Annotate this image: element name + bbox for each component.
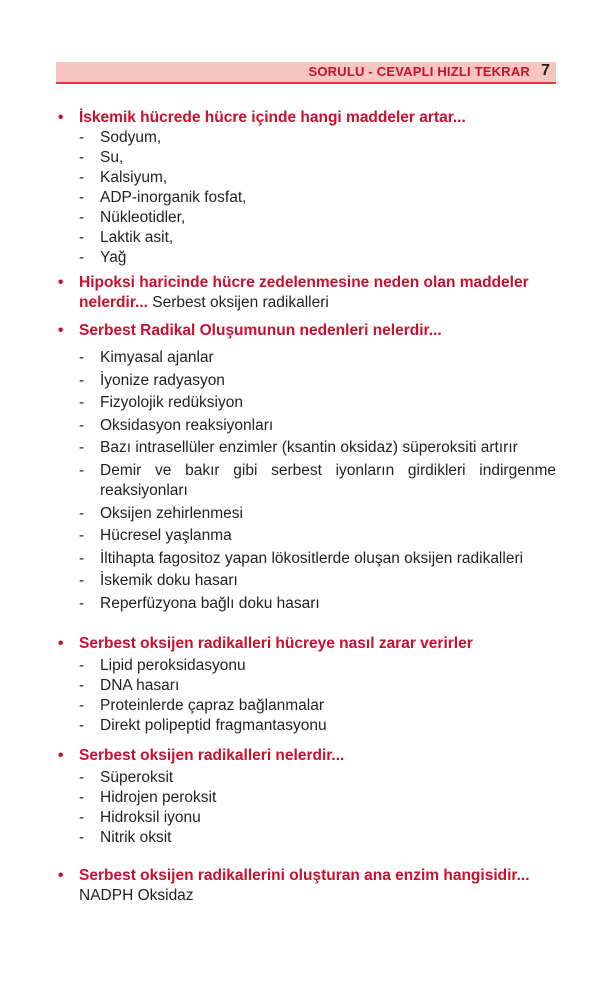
running-header — [56, 62, 556, 84]
list-item: - Yağ — [79, 249, 127, 266]
question-text: Hipoksi haricinde hücre zedelenmesine neden olan maddeler nelerdir... — [79, 274, 529, 311]
list-item: - Hücresel yaşlanma — [79, 527, 232, 545]
bullet-icon: • — [58, 274, 64, 291]
list-item: - Kalsiyum, — [79, 169, 168, 186]
bullet-icon: • — [58, 109, 64, 126]
list-item: - DNA hasarı — [79, 676, 180, 694]
question-text: Serbest oksijen radikalleri nelerdir... — [79, 746, 345, 764]
question-text: Serbest oksijen radikalleri hücreye nasıl zarar verirler — [79, 634, 473, 652]
list-item: - Proteinlerde çapraz bağlanmalar — [79, 696, 325, 714]
question-radical-damage — [58, 634, 556, 654]
list-item: - Reperfüzyona bağlı doku hasarı — [79, 594, 320, 612]
question-text: Serbest Radikal Oluşumunun nedenleri nelerdir... — [79, 322, 442, 339]
answer-list-ischemic — [58, 128, 556, 268]
bullet-icon: • — [58, 322, 64, 339]
header-title: SORULU - CEVAPLI HIZLI TEKRAR — [308, 64, 530, 79]
bullet-icon: • — [58, 634, 64, 652]
content — [58, 108, 556, 906]
list-item: - Oksidasyon reaksiyonları — [79, 416, 274, 434]
list-item: - Süperoksit — [79, 768, 174, 786]
list-item: - İskemik doku hasarı — [79, 572, 238, 590]
question-main-enzyme — [58, 866, 556, 906]
list-item: - Direkt polipeptid fragmantasyonu — [79, 716, 327, 734]
answer-text: NADPH Oksidaz — [79, 886, 194, 904]
answer-text: Serbest oksijen radikalleri — [152, 294, 329, 311]
list-item: - Demir ve bakır gibi serbest iyonların girdikleri indirgenme reaksiyonları — [79, 461, 556, 499]
list-item: - Hidrojen peroksit — [79, 788, 217, 806]
bullet-icon: • — [58, 866, 64, 884]
list-item: - Laktik asit, — [79, 229, 174, 246]
list-item: - Kimyasal ajanlar — [79, 349, 214, 366]
list-item: - Fizyolojik redüksiyon — [79, 394, 243, 412]
question-cell-injury — [58, 273, 556, 313]
question-radical-causes — [58, 321, 556, 341]
list-item: - İyonize radyasyon — [79, 371, 225, 389]
list-item: - Nitrik oksit — [79, 828, 172, 846]
question-radical-types — [58, 746, 556, 766]
list-item: - Lipid peroksidasyonu — [79, 656, 246, 674]
list-item: - Bazı intrasellüler enzimler (ksantin oksidaz) süperoksiti artırır — [79, 439, 518, 457]
answer-list-types — [58, 768, 556, 848]
page-number: 7 — [541, 62, 550, 79]
question-text: İskemik hücrede hücre içinde hangi maddeler artar... — [79, 109, 466, 126]
question-ischemic-cell — [58, 108, 556, 128]
question-text: Serbest oksijen radikallerini oluşturan ana enzim hangisidir... — [79, 866, 530, 884]
list-item: - Nükleotidler, — [79, 209, 186, 226]
answer-list-causes — [58, 348, 556, 614]
list-item: - İltihapta fagositoz yapan lökositlerde oluşan oksijen radikalleri — [79, 549, 524, 567]
list-item: - Hidroksil iyonu — [79, 808, 201, 826]
answer-list-damage — [58, 656, 556, 736]
list-item: - Sodyum, — [79, 129, 162, 146]
list-item: - Oksijen zehirlenmesi — [79, 504, 243, 522]
list-item: - ADP-inorganik fosfat, — [79, 189, 247, 206]
bullet-icon: • — [58, 746, 64, 764]
list-item: - Su, — [79, 149, 124, 166]
